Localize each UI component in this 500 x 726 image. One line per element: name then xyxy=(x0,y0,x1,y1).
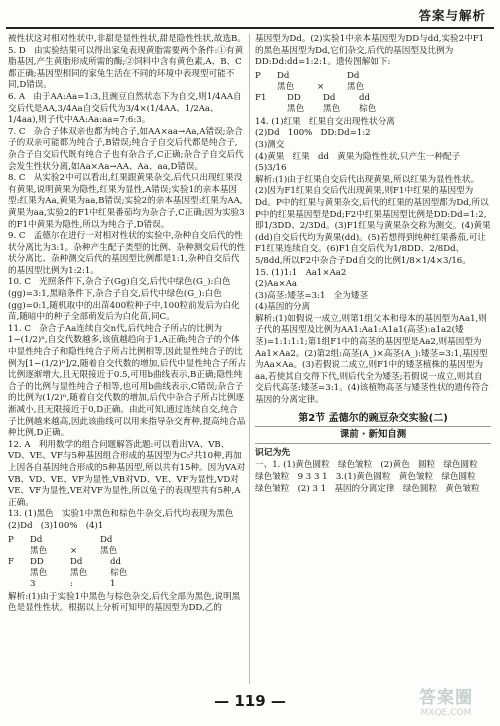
diagram-cell: DD xyxy=(287,92,301,103)
diagram-cell: 黑色 xyxy=(100,545,118,556)
diagram-cell: F1 xyxy=(255,92,267,103)
diagram-cell: 黑色 xyxy=(287,103,305,114)
answer-paragraph: (5)3/16 xyxy=(255,163,287,174)
diagram-cell: 棕色 xyxy=(110,567,128,578)
diagram-cell xyxy=(317,71,347,82)
diagram-cell: Dd xyxy=(70,556,83,567)
column-divider xyxy=(249,34,250,684)
diagram-cell: 黑色 xyxy=(277,81,295,92)
diagram-cell: 棕色 xyxy=(359,103,377,114)
diagram-row xyxy=(8,579,246,590)
diagram-row xyxy=(8,557,246,568)
diagram-cell: P xyxy=(255,70,261,81)
answer-paragraph: (2)Aa×Aa xyxy=(255,279,298,290)
answer-paragraph: 5. D 由实验结果可以得出家兔表现黄脂需要两个条件:①有黄脂基因,产生黄脂形成所需的酶;②饲料中含有黄色素,A、B、C都正确;基因型相同的家兔生活在不同的环境中表现型可能不同,D错误。 xyxy=(8,45,244,91)
diagram-cell xyxy=(8,546,30,557)
answer-paragraph: 解析:(1)由于实验1中黑色与棕色杂交,后代全部为黑色,说明黑色是显性性状。根据以上分析可知甲的基因型为DD,乙的 xyxy=(8,591,241,614)
answer-paragraph: (3)高茎:矮茎=3:1 全为矮茎 xyxy=(255,290,369,301)
diagram-cell xyxy=(70,535,100,546)
diagram-cell: 黑色 xyxy=(323,103,341,114)
diagram-cell xyxy=(255,104,277,115)
watermark-logo xyxy=(400,688,492,722)
answer-paragraph: 7. C 杂合子体双亲也都为纯合子,如AA×aa→Aa,A错误;杂合子的双亲可能都为纯合子,B错误;纯合子自交后代都是纯合子,杂合子自交后代既有纯合子也有杂合子,C正确;杂合子自交后代会发生性状分离,如Aa×Aa→AA、Aa、aa,D错误。 xyxy=(8,126,244,172)
diagram-cell: Dd xyxy=(323,92,336,103)
diagram-row xyxy=(255,82,491,93)
answer-paragraph: 9. C 孟德尔在进行一对相对性状的实验中,杂种自交后代的性状分离比为3:1。杂种产生配子类型的比例、杂种测交后代的性状分离比、杂种测交后代的基因型比例都是1:1,杂种自交后代的基因型比例为1:2:1。 xyxy=(8,231,246,276)
diagram-cell: Dd xyxy=(30,534,43,545)
diagram-cell: 黑色 xyxy=(347,81,365,92)
answer-paragraph: 6. A 由于AA:Aa=1:3,且豌豆自然状态下为自交,则1/4AA自交后代是AA,3/4Aa自交后代为3/4×(1/4AA、1/2Aa、1/4aa),则子代中AA:Aa:aa=7:6:3。 xyxy=(8,91,242,126)
diagram-cell xyxy=(277,104,287,115)
answer-paragraph: 14. (1)红果 红果自交出现性状分离 xyxy=(255,116,395,127)
diagram-cell: 3 xyxy=(30,578,36,589)
watermark-text: 答案圈 xyxy=(419,688,473,708)
right-column xyxy=(255,34,491,495)
answer-paragraph: 解析:(1)如假说一成立,则第1组父本和母本的基因型为Aa1,则子代的基因型及比例为AA1:Aa1:A1a1(高茎):a1a2(矮茎)=1:1:1:1;第1组F1中的高茎的基因型是Aa2,则基因型为Aa1×Aa2。(2)第2组:高茎(A_)×高茎(A_):矮茎=3:1,基因型为Aa×Aa。(3)若假说二成立,则F1中的矮茎植株的基因型为aa,若使其自交得下代,则后代全为矮茎;若假说一成立,则其自交后代高茎:矮茎=3:1。(4)该植物高茎与矮茎性状的遗传符合基因的分离定律。 xyxy=(255,313,489,406)
diagram-cell: × xyxy=(70,545,78,556)
answer-paragraph: (2)Dd 100% DD:Dd=1:2 xyxy=(255,128,371,139)
page-header xyxy=(0,0,500,30)
section-title: 第2节 孟德尔的豌豆杂交实验(二) xyxy=(298,412,448,424)
answer-paragraph: 15. (1)1:1 Aa1×Aa2 xyxy=(255,267,347,278)
answer-paragraph: (4)基因的分离 xyxy=(255,302,311,313)
diagram-cell: : xyxy=(70,578,73,589)
genetic-cross-diagram xyxy=(8,535,246,590)
header-title: 答案与解析 xyxy=(418,8,486,23)
answer-paragraph: 解析:(1)由于红果自交后代出现黄果,所以红果为显性性状。(2)因为F1红果自交后代出现黄果,则F1中红果的基因型为Dd。P中的红果与黄果杂交,后代的红果的基因型都为Dd,所以P中的红果基因型是Dd;F2中红果基因型比例是DD:Dd=1:2,即1/3DD、2/3Dd。(3)F1红果与黄果杂交称为测交。(4)黄果(dd)自交后代均为黄果(dd)。(5)若想得到纯种红果番茄,可让F1红果连续自交。(6)F1自交后代为1/8DD、2/8Dd、5/8dd,所以F2中杂合子Dd自交的比例1/8×1/4×3/16。 xyxy=(255,174,491,266)
answer-paragraph: (4)黄果 红果 dd 黄果为隐性性状,只产生一种配子 xyxy=(255,151,461,162)
watermark-url: MXQE.COM xyxy=(420,708,472,718)
diagram-row xyxy=(8,568,246,579)
answer-paragraph: 13. (1)黑色 实验1中黑色和棕色牛杂交,后代均表现为黑色 (2)Dd (3)100% (4)1 xyxy=(8,509,242,531)
genetic-cross-diagram xyxy=(255,71,491,115)
answer-paragraph: 10. C 光照条件下,杂合子(Gg)自交,后代中绿色(G_):白色(gg)=3:1,黑暗条件下,杂合子自交,后代中绿色(G_):白色(gg)=0:1,随机取中的出苗400粒种子中,100粒前发后为白化苗,随暗中的种子全部萌发后为白化苗,同C。 xyxy=(8,277,240,323)
diagram-cell: 黑色 xyxy=(70,567,88,578)
answer-paragraph: 11. C 杂合子Aa连续自交n代,后代纯合子所占的比例为1−(1/2)ⁿ,自交代数越多,该值越趋向于1,A正确;纯合子的个体中显性纯合子和隐性纯合子所占比例相等,因此显性纯合子的比例为[1−(1/2)ⁿ]/2,随着自交代数的增加,后代中显性纯合子所占比例逐渐增大,且无限接近于0.5,可用b曲线表示,B正确;隐性纯合子的比例与显性纯合子相等,也可用b曲线表示,C错误;杂合子的比例为(1/2)ⁿ,随着自交代数的增加,后代中杂合子所占比例逐渐减小,且无限接近于0,D正确。由此可知,通过连续自交,纯合子比例越来越高,因此该曲线可以用来指导杂交育种,提高纯合品种比例,D正确。 xyxy=(8,323,246,439)
answer-paragraph: (3)测交 xyxy=(255,139,285,150)
diagram-cell: 1 xyxy=(110,578,116,589)
diagram-row xyxy=(255,71,491,82)
diagram-cell xyxy=(8,568,30,579)
answer-paragraph: 被性状这对相对性状中,非甜是显性性状,甜是隐性性状,故选B。 xyxy=(8,34,246,44)
diagram-cell: P xyxy=(8,534,14,545)
diagram-row xyxy=(255,104,491,115)
diagram-cell: Dd xyxy=(277,70,290,81)
diagram-cell: × xyxy=(317,81,325,92)
diagram-cell: Dd xyxy=(100,534,113,545)
diagram-cell xyxy=(277,93,287,104)
diagram-row xyxy=(255,93,491,104)
diagram-cell: dd xyxy=(110,556,122,567)
diagram-row xyxy=(8,546,246,557)
diagram-cell: dd xyxy=(359,92,371,103)
diagram-cell: DD xyxy=(30,556,44,567)
recognition-heading: 识记为先 xyxy=(255,447,291,458)
answer-paragraph: 12. A 利用数学的组合问题解答此题:可以看出VA、VB、VD、VE、VF与5种基因组合形成的基因型为C₅²共10种,再加上因各自基因纯合形成的5种基因型,所以共有15种。因为VA对VB、VD、VE、VF为显性,VB对VD、VE、VF为显性,VD对VE、VF为显性,VE对VF为显性,所以兔子的表现型共有5种,A正确。 xyxy=(8,439,246,508)
diagram-cell xyxy=(8,579,30,590)
diagram-cell: Dd xyxy=(347,70,360,81)
header-rule xyxy=(6,27,494,29)
diagram-cell: 黑色 xyxy=(30,545,48,556)
diagram-cell: F xyxy=(8,556,14,567)
left-column xyxy=(8,34,246,615)
answer-paragraph: 基因型为Dd。(2)实验1中亲本基因型为DD与dd,实验2中F1的黑色基因型为Dd,它们杂交,后代的基因型及比例为DD:Dd:dd=1:2:1。遗传图解如下: xyxy=(255,34,485,68)
page-number: — 119 — xyxy=(214,692,286,710)
diagram-row xyxy=(8,535,246,546)
section-subtitle: 课前 · 新知自测 xyxy=(255,426,491,444)
diagram-cell: 黑色 xyxy=(30,567,48,578)
diagram-cell xyxy=(255,82,277,93)
answer-paragraph: 8. C 从实验2中可以看出,红果跟黄果杂交,后代只出现红果没有黄果,说明黄果为隐性,红果为显性,A错误;实验1的亲本基因型:红果为Aa,黄果为aa,B错误;实验2的亲本基因型:红果为AA,黄果为aa,实验2的F1中红果番茄均为杂合子,C正确;因为实验3的F1中黄果为隐性,所以为纯合子,D错误。 xyxy=(8,173,245,230)
answer-paragraph: 一、1. (1)黄色圆粒 绿色皱粒 (2)黄色 圆粒 绿色圆粒 绿色皱粒 9 3 3 1 3.(1)黄色圆粒 黄色皱粒 绿色圆粒 绿色皱粒 (2) 3 1 基因的分离定律 绿色圆粒 黄色皱粒 xyxy=(255,460,486,494)
